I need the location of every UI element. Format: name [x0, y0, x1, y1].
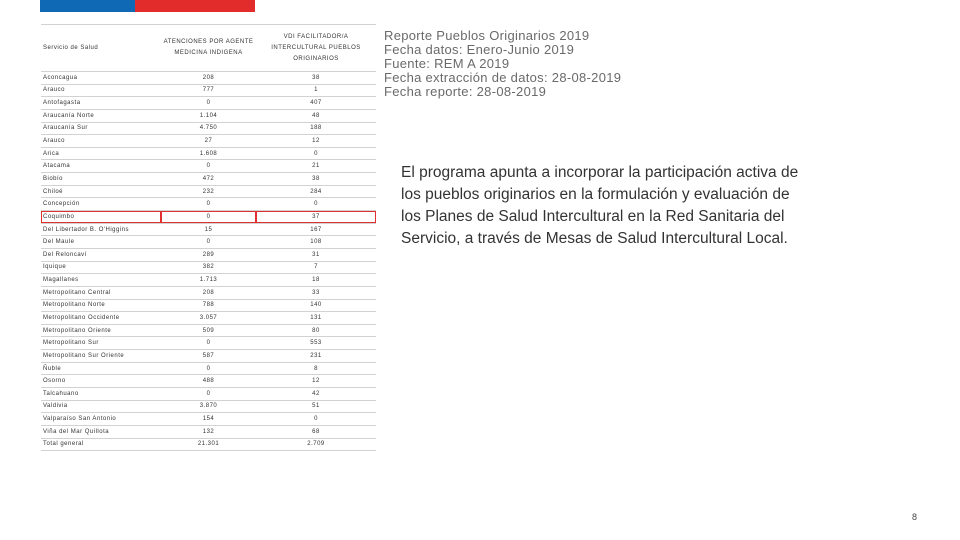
- cell-servicio: Del Reloncaví: [41, 248, 161, 261]
- table-row: [41, 299, 376, 312]
- cell-atenciones: 154: [161, 413, 256, 426]
- cell-atenciones: 232: [161, 185, 256, 198]
- report-extraction-date: Fecha extracción de datos: 28-08-2019: [384, 70, 622, 85]
- cell-vdi: 7: [256, 261, 376, 274]
- cell-atenciones: 587: [161, 350, 256, 363]
- table-row: [41, 362, 376, 375]
- cell-atenciones: 1.713: [161, 274, 256, 287]
- cell-atenciones: 777: [161, 84, 256, 97]
- cell-servicio: Aconcagua: [41, 72, 161, 85]
- cell-servicio: Metropolitano Norte: [41, 299, 161, 312]
- table-row: [41, 388, 376, 401]
- table-row: [41, 160, 376, 173]
- cell-servicio: Araucanía Norte: [41, 109, 161, 122]
- cell-atenciones: 1.608: [161, 147, 256, 160]
- report-data-date: Fecha datos: Enero-Junio 2019: [384, 42, 575, 57]
- table-row: [41, 312, 376, 325]
- cell-vdi: 37: [256, 211, 376, 224]
- cell-atenciones: 0: [161, 388, 256, 401]
- cell-servicio: Atacama: [41, 160, 161, 173]
- brand-bar-red: [135, 0, 255, 12]
- cell-atenciones: 4.750: [161, 122, 256, 135]
- cell-servicio: Metropolitano Sur Oriente: [41, 350, 161, 363]
- table-row: [41, 135, 376, 148]
- cell-vdi: 1: [256, 84, 376, 97]
- table-row: [41, 97, 376, 110]
- brand-color-bar: [40, 0, 255, 12]
- cell-servicio: Valparaíso San Antonio: [41, 413, 161, 426]
- table-row: [41, 274, 376, 287]
- cell-atenciones: 0: [161, 236, 256, 249]
- cell-servicio: Total general: [41, 438, 161, 451]
- cell-vdi: 140: [256, 299, 376, 312]
- cell-vdi: 284: [256, 185, 376, 198]
- cell-vdi: 48: [256, 109, 376, 122]
- cell-vdi: 18: [256, 274, 376, 287]
- cell-vdi: 80: [256, 324, 376, 337]
- cell-servicio: Chiloé: [41, 185, 161, 198]
- cell-vdi: 231: [256, 350, 376, 363]
- cell-servicio: Iquique: [41, 261, 161, 274]
- report-title: Reporte Pueblos Originarios 2019: [384, 28, 590, 43]
- cell-vdi: 68: [256, 425, 376, 438]
- cell-vdi: 0: [256, 198, 376, 211]
- cell-atenciones: 3.057: [161, 312, 256, 325]
- cell-atenciones: 0: [161, 160, 256, 173]
- cell-atenciones: 0: [161, 362, 256, 375]
- header-vdi: VDI FACILITADOR/A INTERCULTURAL PUEBLOS ORIGINARIOS: [256, 25, 376, 72]
- cell-servicio: Osorno: [41, 375, 161, 388]
- cell-vdi: 33: [256, 286, 376, 299]
- cell-vdi: 2.709: [256, 438, 376, 451]
- table-row: [41, 72, 376, 85]
- cell-atenciones: 788: [161, 299, 256, 312]
- report-info: [384, 29, 621, 99]
- cell-vdi: 108: [256, 236, 376, 249]
- cell-atenciones: 472: [161, 173, 256, 186]
- cell-servicio: Araucanía Sur: [41, 122, 161, 135]
- table-row: [41, 350, 376, 363]
- table-row: [41, 286, 376, 299]
- cell-vdi: 38: [256, 173, 376, 186]
- cell-vdi: 38: [256, 72, 376, 85]
- cell-vdi: 12: [256, 375, 376, 388]
- cell-atenciones: 0: [161, 97, 256, 110]
- cell-vdi: 0: [256, 413, 376, 426]
- cell-vdi: 131: [256, 312, 376, 325]
- cell-atenciones: 15: [161, 223, 256, 236]
- cell-servicio: Metropolitano Central: [41, 286, 161, 299]
- table-row: [41, 400, 376, 413]
- cell-vdi: 407: [256, 97, 376, 110]
- program-description: El programa apunta a incorporar la participación activa de los pueblos originarios en la formulación y evaluación de los Planes de Salud Intercultural en la Red Sanitaria del Servicio, a través de Mesas de Salud Intercultural Local.: [401, 164, 799, 247]
- cell-vdi: 42: [256, 388, 376, 401]
- cell-servicio: Talcahuano: [41, 388, 161, 401]
- page-number: 8: [912, 512, 918, 522]
- cell-servicio: Arauco: [41, 84, 161, 97]
- cell-atenciones: 488: [161, 375, 256, 388]
- table-row: [41, 375, 376, 388]
- cell-servicio: Antofagasta: [41, 97, 161, 110]
- report-source: Fuente: REM A 2019: [384, 56, 510, 71]
- cell-vdi: 21: [256, 160, 376, 173]
- cell-servicio: Arica: [41, 147, 161, 160]
- cell-atenciones: 1.104: [161, 109, 256, 122]
- cell-vdi: 8: [256, 362, 376, 375]
- table-row: [41, 173, 376, 186]
- table-row: [41, 248, 376, 261]
- cell-vdi: 31: [256, 248, 376, 261]
- header-atenciones: ATENCIONES POR AGENTE MEDICINA INDIGENA: [161, 25, 256, 72]
- table-row: [41, 413, 376, 426]
- report-date: Fecha reporte: 28-08-2019: [384, 84, 547, 99]
- cell-atenciones: 0: [161, 337, 256, 350]
- cell-servicio: Viña del Mar Quillota: [41, 425, 161, 438]
- cell-atenciones: 3.870: [161, 400, 256, 413]
- table-row: [41, 324, 376, 337]
- cell-atenciones: 208: [161, 72, 256, 85]
- table-row: [41, 223, 376, 236]
- cell-vdi: 0: [256, 147, 376, 160]
- cell-servicio: Valdivia: [41, 400, 161, 413]
- cell-servicio: Del Maule: [41, 236, 161, 249]
- cell-servicio: Ñuble: [41, 362, 161, 375]
- table-row: [41, 261, 376, 274]
- cell-servicio: Magallanes: [41, 274, 161, 287]
- table-row: [41, 84, 376, 97]
- cell-atenciones: 21.301: [161, 438, 256, 451]
- cell-servicio: Metropolitano Sur: [41, 337, 161, 350]
- cell-servicio: Del Libertador B. O'Higgins: [41, 223, 161, 236]
- cell-vdi: 553: [256, 337, 376, 350]
- cell-servicio: Coquimbo: [41, 211, 161, 224]
- cell-servicio: Biobío: [41, 173, 161, 186]
- table-row: [41, 185, 376, 198]
- cell-atenciones: 0: [161, 211, 256, 224]
- table-row: [41, 198, 376, 211]
- table-body: [41, 72, 376, 451]
- cell-atenciones: 0: [161, 198, 256, 211]
- brand-bar-blue: [40, 0, 135, 12]
- attention-table: [41, 24, 376, 451]
- cell-atenciones: 382: [161, 261, 256, 274]
- cell-atenciones: 289: [161, 248, 256, 261]
- table-row: [41, 337, 376, 350]
- header-servicio: Servicio de Salud: [41, 25, 161, 72]
- cell-atenciones: 27: [161, 135, 256, 148]
- cell-vdi: 167: [256, 223, 376, 236]
- cell-atenciones: 509: [161, 324, 256, 337]
- cell-atenciones: 132: [161, 425, 256, 438]
- cell-vdi: 188: [256, 122, 376, 135]
- cell-vdi: 51: [256, 400, 376, 413]
- cell-servicio: Arauco: [41, 135, 161, 148]
- cell-atenciones: 208: [161, 286, 256, 299]
- table-row: [41, 122, 376, 135]
- table-row: [41, 236, 376, 249]
- table-row: [41, 109, 376, 122]
- cell-vdi: 12: [256, 135, 376, 148]
- table-header-row: [41, 25, 376, 72]
- cell-servicio: Metropolitano Occidente: [41, 312, 161, 325]
- table-row: [41, 147, 376, 160]
- table-row: [41, 425, 376, 438]
- cell-servicio: Concepción: [41, 198, 161, 211]
- table-total-row: [41, 438, 376, 451]
- table-row: [41, 211, 376, 224]
- cell-servicio: Metropolitano Oriente: [41, 324, 161, 337]
